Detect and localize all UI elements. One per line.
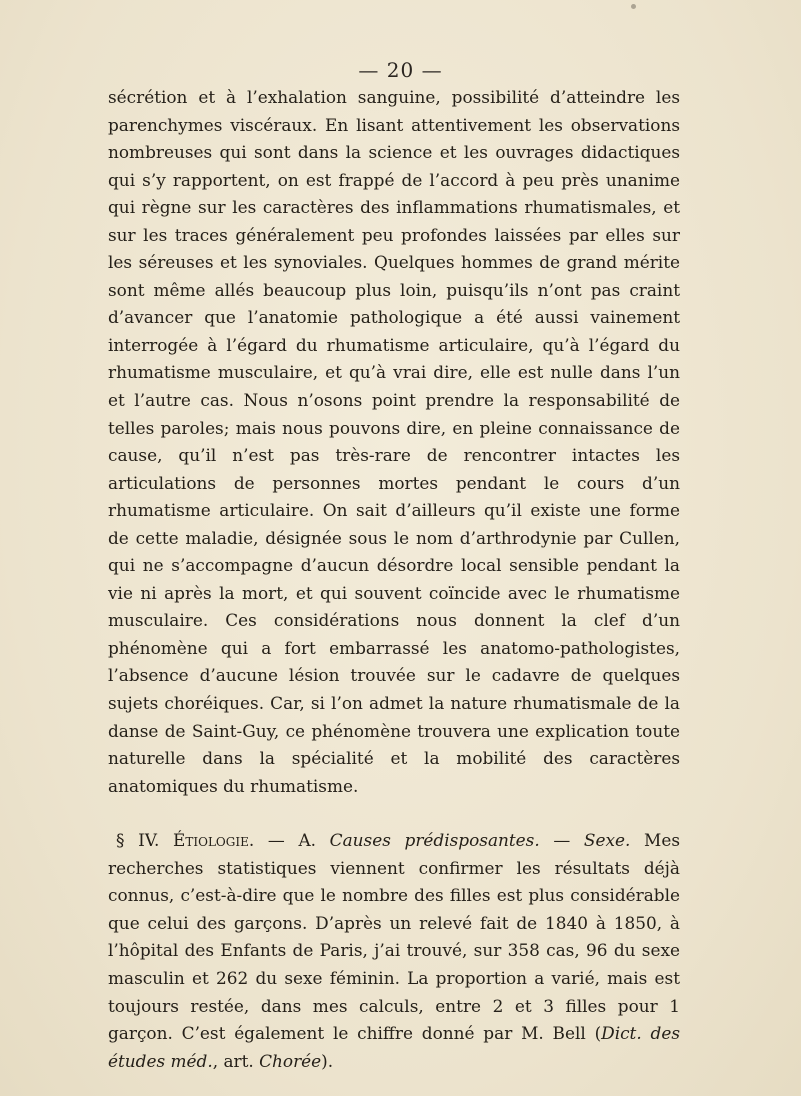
page-number: — 20 — bbox=[358, 58, 443, 82]
paragraph-2-body: Mes recherches statistiques viennent confirmer les résultats déjà connus, c’est-à-dire que le nombre des filles est plus considérable que celui des garçons. D’après un relevé fait de 1840 à 1850, à l’hôpital des Enfants de Paris, j’ai trouvé, sur 358 cas, 96 du sexe masculin et 262 du sexe féminin. La proportion a varié, mais est toujours restée, dans mes calculs, entre 2 et 3 filles pour 1 garçon. C’est également le chiffre donné par M. Bell ( bbox=[108, 830, 680, 1044]
ink-speck bbox=[631, 4, 636, 9]
subsection-label: A. bbox=[298, 830, 317, 851]
paragraph-1: sécrétion et à l’exhalation sanguine, possibilité d’atteindre les parenchymes viscéraux. En lisant attentivement les observations nombreuses qui sont dans la science et les ouvrages didactiques qui s’y rapportent, on est frappé de l’accord à peu près unanime qui règne sur les caractères des inflammations rhumatismales, et sur les traces généralement peu profondes laissées par elles sur les séreuses et les synoviales. Quelques hommes de grand mérite sont même allés beaucoup plus loin, puisqu’ils n’ont pas craint d’avancer que l’anatomie pathologique a été aussi vainement interrogée à l’égard du rhumatisme articulaire, qu’à l’égard du rhumatisme musculaire, et qu’à vrai dire, elle est nulle dans l’un et l’autre cas. Nous n’osons point prendre la responsabilité de telles paroles; mais nous pouvons dire, en pleine connaissance de cause, qu’il n’est pas très-rare de rencontrer intactes les articulations de personnes mortes pendant le cours d’un rhumatisme articulaire. On sait d’ailleurs qu’il existe une forme de cette maladie, désignée sous le nom d’arthrodynie par Cullen, qui ne s’accompagne d’aucun désordre local sensible pendant la vie ni après la mort, et qui souvent coïncide avec le rhumatisme musculaire. Ces considérations nous donnent la clef d’un phénomène qui a fort embarrassé les anatomo-pathologistes, l’absence d’aucune lésion trouvée sur le cadavre de quelques sujets choréiques. Car, si l’on admet la nature rhumatismale de la danse de Saint-Guy, ce phénomène trouvera une explication toute naturelle dans la spécialité et la mobilité des caractères anatomiques du rhumatisme. bbox=[108, 87, 680, 796]
topic-heading: Sexe. bbox=[583, 830, 631, 851]
paragraph-2-end: ). bbox=[321, 1050, 334, 1071]
body-text bbox=[108, 84, 680, 1075]
section-number: § IV. bbox=[116, 830, 160, 851]
section-title: Étiologie. bbox=[173, 830, 255, 851]
citation-work: Dict. des études méd. bbox=[108, 1023, 680, 1071]
dash: — bbox=[254, 830, 299, 851]
citation-separator: , art. bbox=[212, 1050, 260, 1071]
citation-article: Chorée bbox=[259, 1050, 322, 1071]
paragraph-2 bbox=[108, 827, 680, 1075]
subsection-title: Causes prédisposantes. bbox=[329, 830, 540, 851]
dash: — bbox=[539, 830, 584, 851]
